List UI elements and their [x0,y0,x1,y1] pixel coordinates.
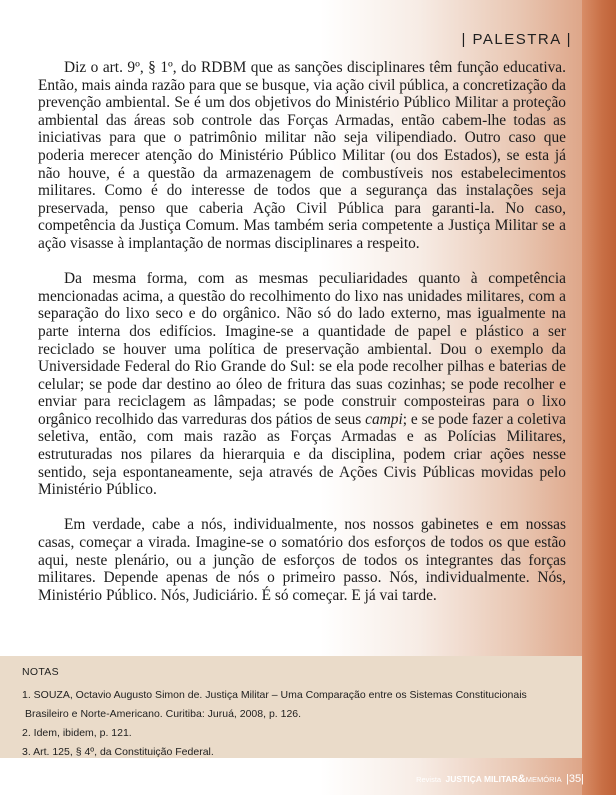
paragraph-2-text-b: ; e se pode fazer a coletiva seletiva, então, com mais razão as Forças Armadas e as Polícias Militares, estruturadas nos pilares da hierarquia e da disciplina, podem criar ações nesse sentido, seja espontaneamente, seja através de Ações Civis Públicas movidas pelo Ministério Público. [38,410,567,499]
paragraph-2 [38,270,566,499]
footer-separator-end: | [581,773,584,785]
paragraph-1: Diz o art. 9º, § 1º, do RDBM que as sanções disciplinares têm função educativa. Então, mais ainda razão para que se busque, via ação civil pública, a concretização da prevenção ambiental. Se é um dos objetivos do Ministério Público Militar a proteção ambiental das áreas sob controle das Forças Armadas, então cabem-lhe todas as iniciativas para que o patrimônio militar não seja vilipendiado. Outro caso que poderia merecer atenção do Ministério Público Militar (ou dos Estados), se esta já não houve, é a questão da armazenagem de combustíveis nos estabelecimentos militares. Como é do interesse de todos que a segurança das instalações seja preservada, penso que caberia Ação Civil Pública para garanti-la. No caso, competência da Justiça Comum. Mas também seria competente a Justiça Militar se a ação visasse à implantação de normas disciplinares a respeito. [38,59,566,252]
note-2: 2. Idem, ibidem, p. 121. [22,727,132,739]
article-body [38,59,566,622]
footer-title-part-2: MEMÓRIA [525,775,562,784]
section-label: | PALESTRA | [461,31,572,48]
footer-revista: Revista [416,775,442,784]
page-number: 35 [568,773,582,785]
footer-running-title [416,769,584,787]
note-1-line-1: 1. SOUZA, Octavio Augusto Simon de. Justiça Militar – Uma Comparação entre os Sistemas Constitucionais [22,689,527,701]
decorative-side-band [582,0,616,795]
footer-separator: | [566,773,569,785]
note-1-line-2: Brasileiro e Norte-Americano. Curitiba: Juruá, 2008, p. 126. [25,708,302,720]
paragraph-2-text-a: Da mesma forma, com as mesmas peculiaridades quanto à competência mencionadas acima, a questão do recolhimento do lixo nas unidades militares, com a separação do lixo seco e do orgânico. Não só do lado externo, mas igualmente na parte interna dos edifícios. Imagine-se a quantidade de papel e plástico a ser reciclado se houver uma política de preservação ambiental. Dou o exemplo da Universidade Federal do Rio Grande do Sul: se ela pode recolher pilhas e baterias de celular; se pode dar destino ao óleo de fritura das suas cozinhas; se pode recolher e enviar para reciclagem as lâmpadas; se pode construir composteiras para o lixo orgânico recolhido das varreduras dos pátios de seus [38,270,566,428]
footer-title-part-1: JUSTIÇA MILITAR [445,774,518,784]
footer-ampersand: & [517,773,526,785]
notes-title: NOTAS [22,666,59,678]
paragraph-3: Em verdade, cabe a nós, individualmente, nos nossos gabinetes e em nossas casas, começar a virada. Imagine-se o somatório dos esforços de todos os que estão aqui, neste plenário, ou a junção de esforços de todos os integrantes das forças militares. Depende apenas de nós o primeiro passo. Nós, individualmente. Nós, Ministério Público. Nós, Judiciário. É só começar. E já vai tarde. [38,516,566,604]
notes-box [0,656,582,758]
note-3: 3. Art. 125, § 4º, da Constituição Federal. [22,746,214,758]
paragraph-2-italic: campi [365,410,403,428]
